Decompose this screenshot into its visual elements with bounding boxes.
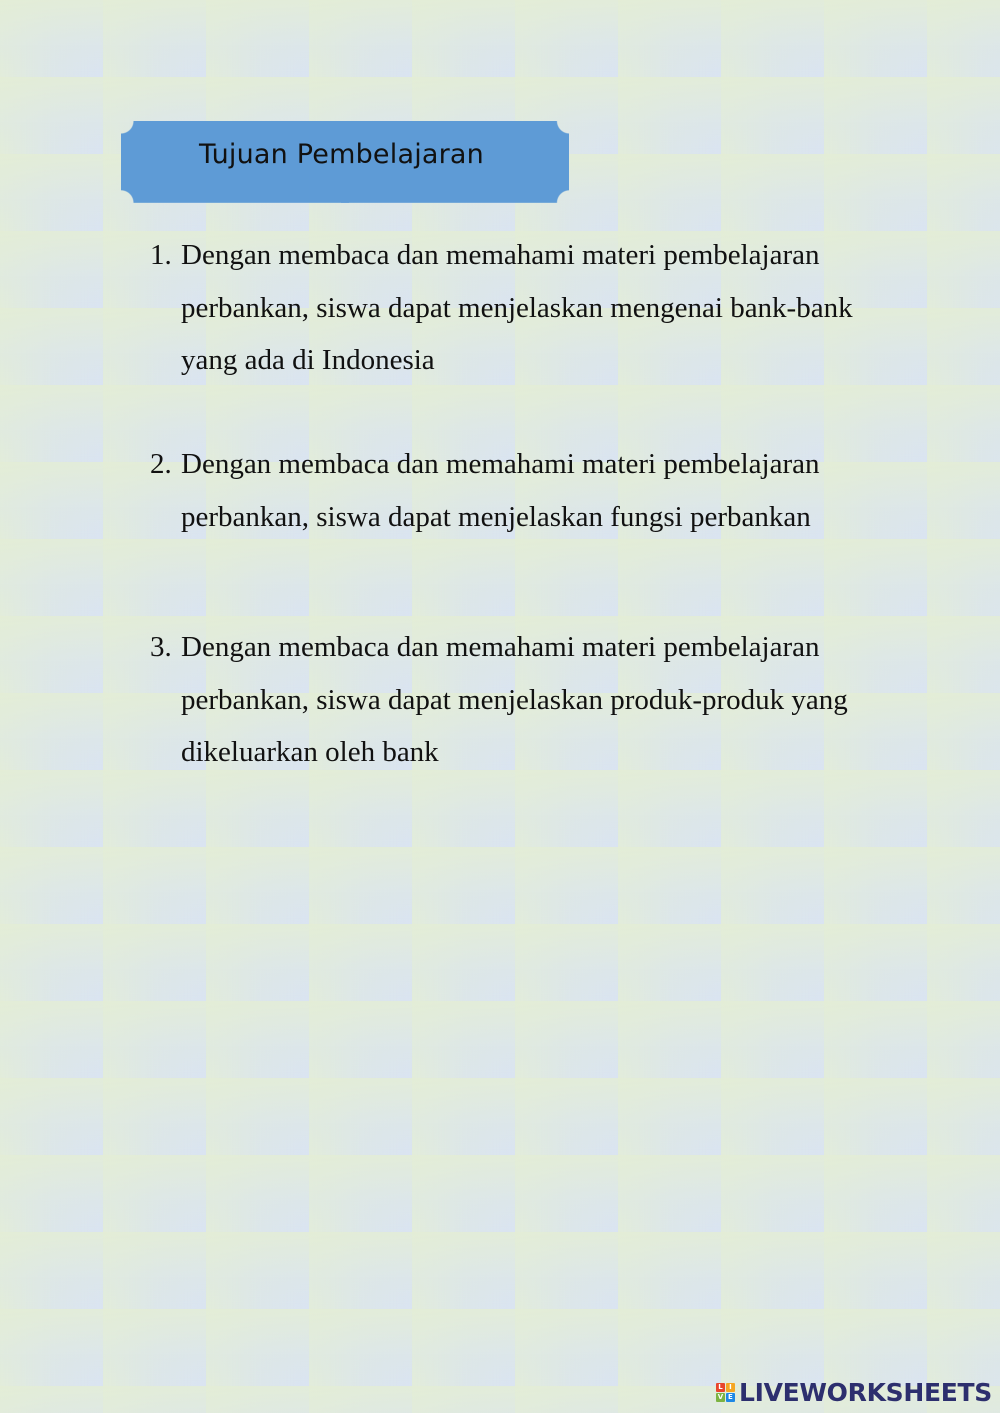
list-item (150, 621, 890, 779)
item-text: Dengan membaca dan memahami materi pembelajaran perbankan, siswa dapat menjelaskan produk-produk yang dikeluarkan oleh bank (181, 631, 848, 768)
logo-mark-icon (716, 1383, 735, 1402)
logo-mark-letter: I (726, 1383, 735, 1392)
logo-mark-letter: E (726, 1393, 735, 1402)
liveworksheets-logo[interactable] (716, 1378, 992, 1407)
item-text: Dengan membaca dan memahami materi pembelajaran perbankan, siswa dapat menjelaskan mengenai bank-bank yang ada di Indonesia (181, 239, 853, 376)
item-text: Dengan membaca dan memahami materi pembelajaran perbankan, siswa dapat menjelaskan fungsi perbankan (181, 448, 820, 533)
logo-mark-letter: L (716, 1383, 725, 1392)
list-item (150, 229, 890, 387)
page-title: Tujuan Pembelajaran (199, 139, 484, 170)
item-number: 2. (150, 448, 172, 480)
item-number: 3. (150, 631, 172, 663)
logo-text: LIVEWORKSHEETS (738, 1378, 992, 1407)
item-number: 1. (150, 239, 172, 271)
list-item (150, 438, 890, 543)
logo-mark-letter: V (717, 1393, 724, 1401)
